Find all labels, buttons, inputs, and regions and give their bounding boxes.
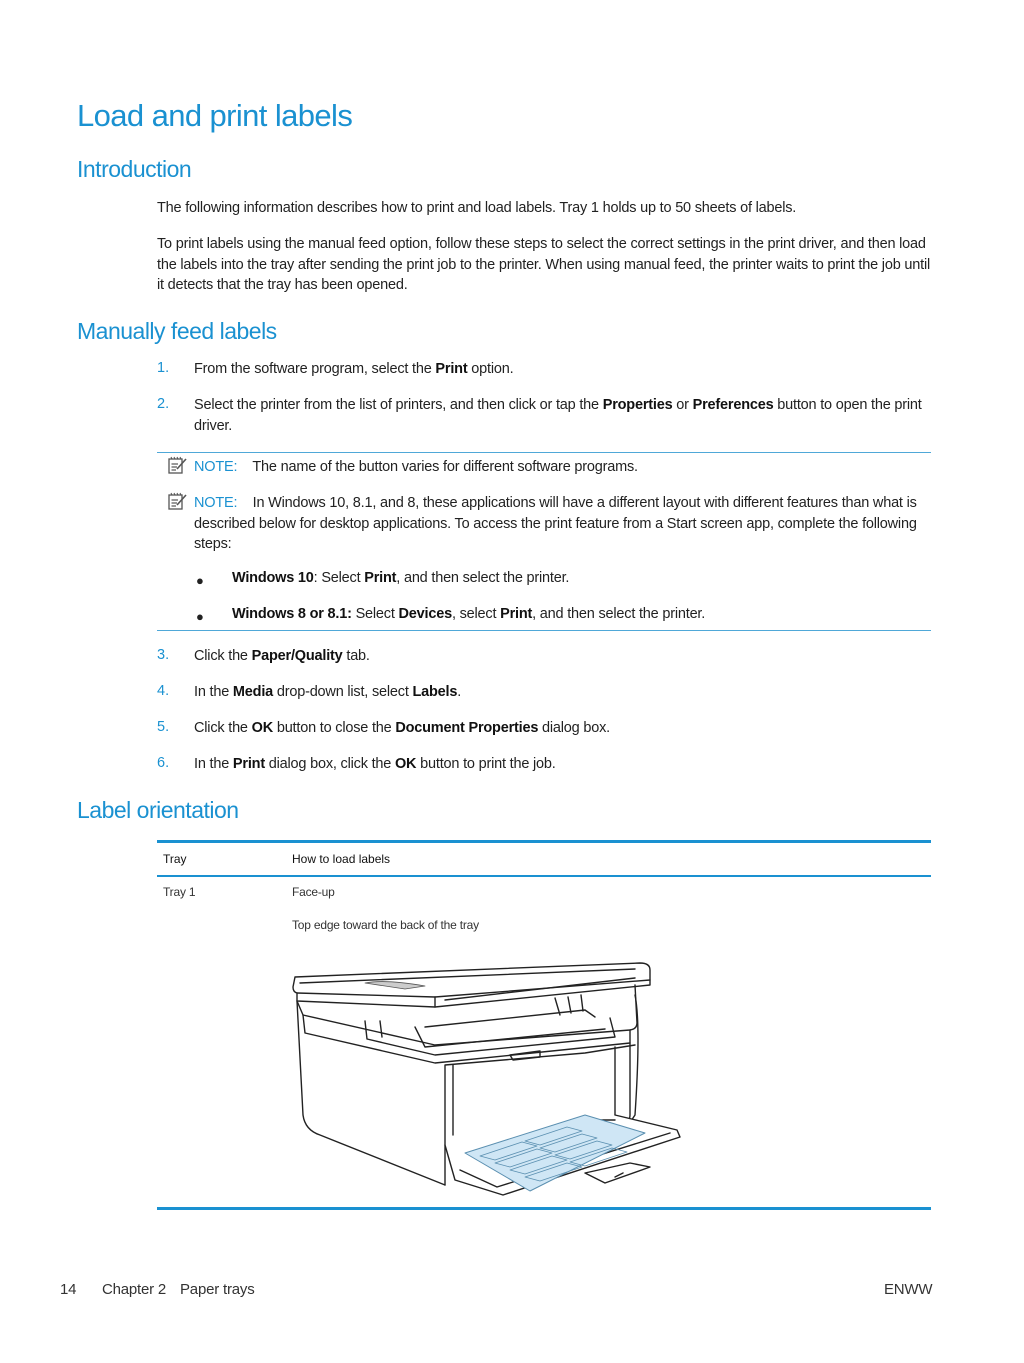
step-number: 6. (157, 755, 170, 771)
bullet-text: , and then select the printer. (396, 570, 570, 586)
note-label: NOTE: (194, 495, 238, 511)
ui-term: Document Properties (395, 720, 539, 736)
footer-locale: ENWW (884, 1281, 933, 1298)
table-top-border (157, 840, 931, 843)
note-icon (168, 492, 188, 510)
ui-term: Labels (412, 684, 458, 700)
step-text: dialog box. (538, 720, 610, 736)
ui-term: OK (394, 756, 417, 772)
heading-label-orientation: Label orientation (77, 797, 239, 823)
ui-term: Print (435, 361, 468, 377)
ui-term: Devices (398, 606, 452, 622)
note-text: In Windows 10, 8.1, and 8, these applications will have a different layout with different features (252, 495, 838, 511)
note-text: The name of the button varies for different software programs. (252, 459, 638, 475)
step-number: 2. (157, 396, 170, 412)
note-icon (168, 456, 188, 474)
ui-term: Print (364, 570, 397, 586)
step-text: Click the (194, 720, 252, 736)
bullet-text: : Select (313, 570, 365, 586)
step-4 (194, 682, 932, 703)
ui-term: Print (232, 756, 265, 772)
step-text: button to open the print driver. (194, 397, 922, 434)
bullet-windows-8 (232, 606, 705, 622)
printer-illustration (285, 955, 685, 1200)
step-2 (194, 395, 932, 436)
table-header-how-to-load: How to load labels (292, 852, 391, 866)
heading-manually-feed-labels: Manually feed labels (77, 318, 277, 344)
page-number: 14 (60, 1281, 77, 1298)
ui-term: OK (251, 720, 273, 736)
note-top-divider (157, 452, 931, 453)
ui-term: Windows 10 (232, 570, 314, 586)
step-text: In the (194, 756, 233, 772)
table-cell-top-edge: Top edge toward the back of the tray (292, 918, 479, 932)
intro-paragraph-2: To print labels using the manual feed option, follow these steps to select the correct settings in the print driver, and then load the labels into the tray after sending the print job to the printer. When using manual feed, the printer waits to print the job until it detects that the tray has been opened. (157, 236, 930, 293)
step-3 (194, 646, 932, 667)
step-text: Click the (194, 648, 252, 664)
footer-chapter-title: Paper trays (180, 1281, 255, 1298)
intro-paragraph-1: The following information describes how to print and load labels. Tray 1 holds up to 50 sheets of labels. (157, 200, 797, 216)
table-cell-tray: Tray 1 (163, 885, 196, 899)
bullet-windows-10 (232, 570, 569, 586)
bullet-text: , select (451, 606, 501, 622)
step-text: option. (467, 361, 514, 377)
ui-term: Preferences (692, 397, 774, 413)
table-cell-face-up: Face-up (292, 885, 335, 899)
step-6 (194, 754, 932, 775)
note-text: than what is described below for desktop applications. To access the print feature from a Start screen app, complete the following steps: (194, 495, 917, 552)
note-label: NOTE: (194, 459, 238, 475)
step-number: 5. (157, 719, 170, 735)
table-header-divider (157, 875, 931, 877)
step-5 (194, 718, 932, 739)
step-text: tab. (342, 648, 370, 664)
step-text: In the (194, 684, 233, 700)
bullet-icon: ● (196, 609, 204, 624)
step-number: 3. (157, 647, 170, 663)
page-title: Load and print labels (77, 98, 353, 133)
heading-introduction: Introduction (77, 156, 192, 182)
table-bottom-border (157, 1207, 931, 1210)
note-1 (194, 457, 932, 478)
bullet-icon: ● (196, 573, 204, 588)
step-text: From the software program, select the (194, 361, 436, 377)
ui-term: Media (232, 684, 274, 700)
table-header-tray: Tray (163, 852, 187, 866)
bullet-text: Select (351, 606, 399, 622)
footer-chapter: Chapter 2 (102, 1281, 167, 1298)
step-text: Select the printer from the list of printers, and then click or tap the (194, 397, 603, 413)
step-number: 4. (157, 683, 170, 699)
ui-term: Print (500, 606, 533, 622)
ui-term: Properties (602, 397, 673, 413)
bullet-text: , and then select the printer. (532, 606, 706, 622)
ui-term: Paper/Quality (251, 648, 343, 664)
step-text: drop-down list, select (273, 684, 413, 700)
note-bottom-divider (157, 630, 931, 631)
step-text: dialog box, click the (264, 756, 395, 772)
ui-term: Windows 8 or 8.1: (232, 606, 352, 622)
step-text: . (457, 684, 462, 700)
step-1 (194, 359, 932, 380)
step-text: button to close the (273, 720, 396, 736)
note-2 (194, 493, 932, 555)
step-number: 1. (157, 360, 170, 376)
step-text: button to print the job. (416, 756, 556, 772)
step-text: or (672, 397, 693, 413)
